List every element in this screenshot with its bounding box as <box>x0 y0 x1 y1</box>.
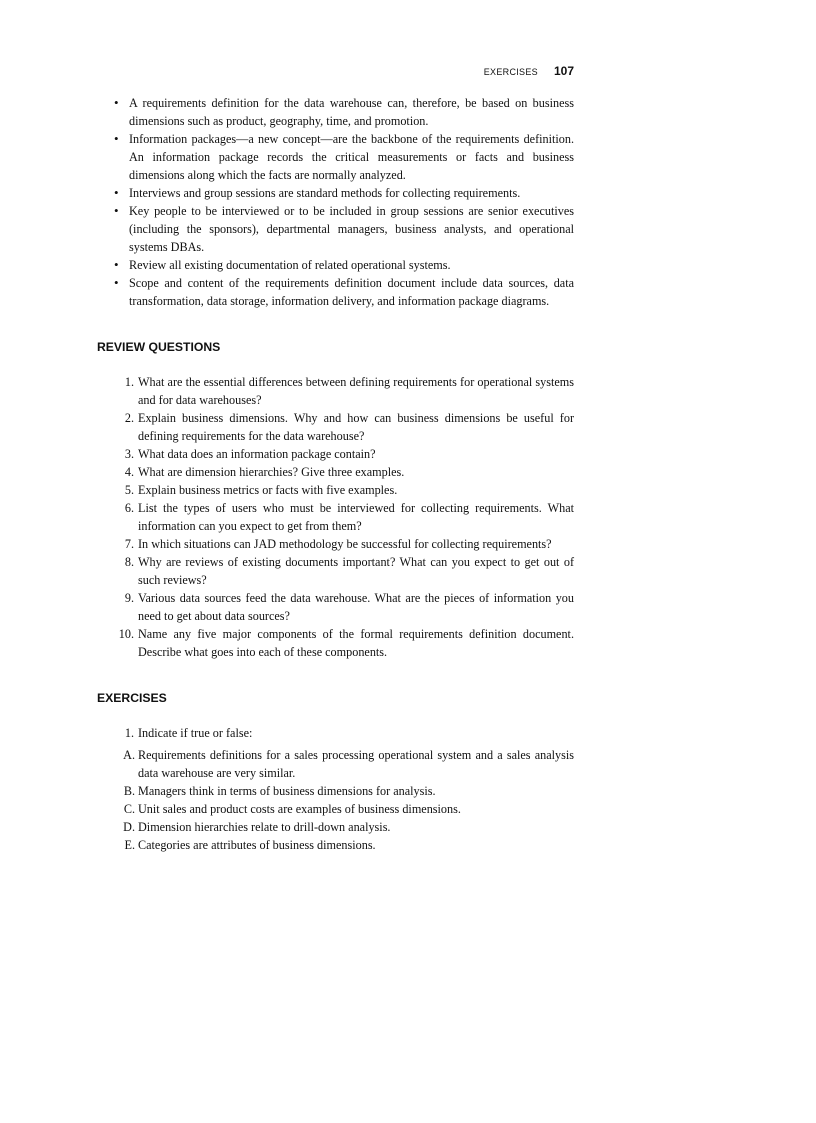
question-text: Explain business metrics or facts with five examples. <box>138 483 398 497</box>
question-number: 9. <box>124 591 134 605</box>
question-text: List the types of users who must be interviewed for collecting requirements. What information can you expect to get from them? <box>138 501 574 533</box>
summary-bullet: • A requirements definition for the data warehouse can, therefore, be based on business dimensions such as product, geography, time, and promotion. <box>97 94 574 130</box>
true-false-option <box>97 836 574 854</box>
question-number: 3. <box>124 447 134 461</box>
option-letter: A. <box>123 748 135 762</box>
page-number: 107 <box>553 64 574 78</box>
question-text: What data does an information package contain? <box>138 447 376 461</box>
option-text: Categories are attributes of business dimensions. <box>138 838 376 852</box>
option-text: Unit sales and product costs are examples of business dimensions. <box>138 802 461 816</box>
review-question <box>97 625 574 661</box>
question-number: 1. <box>124 375 134 389</box>
running-head-section: EXERCISES <box>483 67 538 77</box>
review-question <box>97 535 574 553</box>
summary-bullet: • Scope and content of the requirements definition document include data sources, data transformation, data storage, information delivery, and information package diagrams. <box>97 274 574 310</box>
question-number: 2. <box>124 411 134 425</box>
review-question <box>97 499 574 535</box>
review-questions-list <box>97 373 574 661</box>
summary-bullet: • Review all existing documentation of related operational systems. <box>97 256 574 274</box>
true-false-option <box>97 746 574 782</box>
question-text: Explain business dimensions. Why and how can business dimensions be useful for defining requirements for the data warehouse? <box>138 411 574 443</box>
exercise-number: 1. <box>124 726 134 740</box>
review-question <box>97 463 574 481</box>
question-number: 10. <box>118 627 134 641</box>
review-question <box>97 589 574 625</box>
option-letter: E. <box>124 838 135 852</box>
review-question <box>97 553 574 589</box>
summary-bullet: • Information packages—a new concept—are the backbone of the requirements definition. An information package records the critical measurements or facts and business dimensions along which the facts are normally analyzed. <box>97 130 574 184</box>
question-text: Why are reviews of existing documents important? What can you expect to get out of such reviews? <box>138 555 574 587</box>
true-false-option <box>97 782 574 800</box>
question-number: 4. <box>124 465 134 479</box>
option-letter: C. <box>123 802 135 816</box>
question-text: Various data sources feed the data warehouse. What are the pieces of information you need to get about data sources? <box>138 591 574 623</box>
review-question <box>97 373 574 409</box>
review-question <box>97 481 574 499</box>
question-number: 5. <box>124 483 134 497</box>
question-text: What are dimension hierarchies? Give three examples. <box>138 465 405 479</box>
question-text: What are the essential differences between defining requirements for operational systems and for data warehouses? <box>138 375 574 407</box>
exercise-item <box>97 724 574 742</box>
question-text: In which situations can JAD methodology be successful for collecting requirements? <box>138 537 552 551</box>
running-head <box>0 62 574 80</box>
option-letter: B. <box>123 784 135 798</box>
option-text: Dimension hierarchies relate to drill-down analysis. <box>138 820 391 834</box>
option-letter: D. <box>123 820 135 834</box>
true-false-option <box>97 800 574 818</box>
review-question <box>97 409 574 445</box>
chapter-summary-list <box>97 94 574 310</box>
option-text: Requirements definitions for a sales processing operational system and a sales analysis data warehouse are very similar. <box>138 748 574 780</box>
review-question <box>97 445 574 463</box>
question-number: 7. <box>124 537 134 551</box>
question-number: 6. <box>124 501 134 515</box>
exercise-text: Indicate if true or false: <box>138 726 253 740</box>
exercises-list <box>97 724 574 742</box>
summary-bullet: • Key people to be interviewed or to be included in group sessions are senior executives (including the sponsors), departmental managers, business analysts, and operational systems DBAs. <box>97 202 574 256</box>
summary-bullet: • Interviews and group sessions are standard methods for collecting requirements. <box>97 184 574 202</box>
true-false-options <box>97 746 574 854</box>
review-questions-heading: REVIEW QUESTIONS <box>97 340 221 354</box>
question-number: 8. <box>124 555 134 569</box>
true-false-option <box>97 818 574 836</box>
option-text: Managers think in terms of business dimensions for analysis. <box>138 784 436 798</box>
page-body <box>97 94 574 854</box>
question-text: Name any five major components of the formal requirements definition document. Describe what goes into each of these components. <box>138 627 574 659</box>
exercises-heading: EXERCISES <box>97 691 167 705</box>
